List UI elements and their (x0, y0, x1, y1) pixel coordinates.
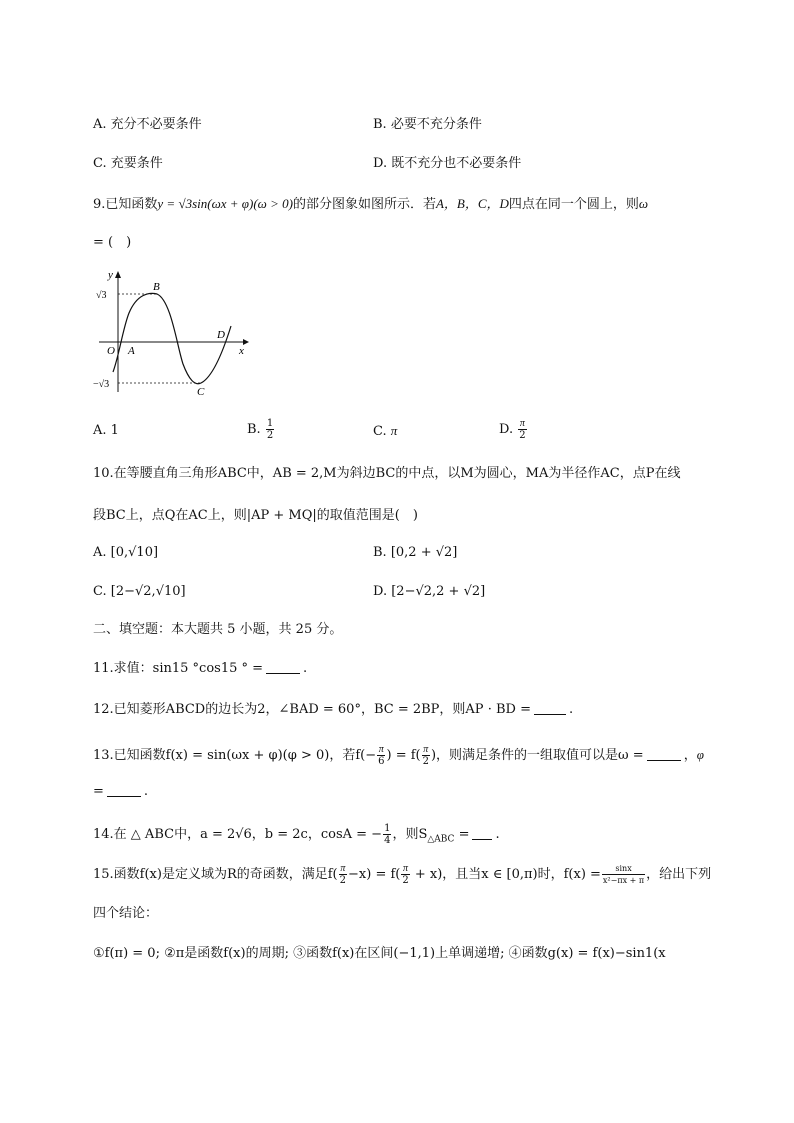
numerator: π (340, 863, 346, 874)
section-heading: 二、填空题：本大题共 5 小题，共 25 分。 (93, 622, 343, 637)
q15-text: + x)，且当x ∈ [0,π)时，f(x) = (410, 867, 601, 882)
q14-subscript: △ABC (427, 834, 455, 845)
q11-stem: 11.求值：sin15 °cos15 ° = . (93, 661, 308, 676)
q9-option-c (373, 422, 397, 441)
q13-phi: φ (696, 747, 704, 762)
denominator: 2 (519, 430, 526, 441)
q15-stem-line2: 四个结论： (93, 906, 159, 921)
option-label: C. (93, 156, 107, 171)
option-label: A. (93, 117, 107, 132)
numerator: π (423, 744, 429, 755)
q15-text: −x) = f( (348, 867, 401, 882)
q10-stem-line2: 段BC上，点Q在AC上，则|AP + MQ|的取值范围是( ) (93, 508, 418, 523)
q13-stem-line2: = . (93, 784, 149, 799)
label-sqrt3: √3 (96, 290, 107, 301)
q9-sine-graph (93, 268, 253, 398)
q9-text: 9.已知函数 (93, 197, 158, 212)
q9-text: 四点在同一个圆上，则 (508, 197, 639, 212)
q9-text: 的部分图象如图所示．若 (292, 197, 436, 212)
option-text: [0,√10] (110, 545, 159, 560)
sine-curve (113, 293, 231, 383)
option-text: 必要不充分条件 (390, 117, 482, 132)
q13-stem-line1: 13.已知函数f(x) = sin(ωx + φ)(φ > 0)，若f(− $\frac{\pi}{6}$ ) = f( $\frac{\pi}{2}$ )，则满足条件的一组取值可以是ω = ，φ (93, 744, 704, 767)
option-label: C. (93, 584, 107, 599)
q14-text: 14.在 △ ABC中，a = 2√6，b = 2c，cosA = − (93, 827, 383, 842)
x-axis-arrow (243, 339, 249, 345)
q13-text: 13.已知函数f(x) = sin(ωx + φ)(φ > 0)，若f(− (93, 748, 377, 763)
label-o: O (107, 345, 115, 357)
option-label: A. (93, 545, 107, 560)
answer-blank[interactable] (534, 702, 566, 715)
denominator: 2 (339, 875, 347, 886)
numerator: 1 (266, 418, 274, 429)
option-label: D. (499, 422, 514, 437)
fraction (518, 418, 526, 441)
q9-var: ω (638, 196, 649, 211)
q9-option-d (499, 418, 528, 441)
option-text: [0,2 + √2] (390, 545, 458, 560)
fraction (383, 823, 391, 846)
option-text: 充分不必要条件 (110, 117, 202, 132)
q8-option-b (373, 116, 482, 134)
fraction (401, 863, 409, 886)
q10-option-a (93, 544, 158, 562)
q15-stem-line1 (93, 863, 711, 886)
numerator: 1 (384, 823, 391, 834)
label-c: C (197, 386, 205, 398)
denominator: 4 (384, 835, 391, 846)
q11-text: 11.求值：sin15 °cos15 ° = (93, 661, 264, 676)
q8-option-d (373, 155, 521, 173)
numerator: π (519, 418, 525, 429)
answer-blank[interactable] (266, 661, 300, 674)
fraction (339, 863, 347, 886)
answer-blank[interactable] (647, 748, 681, 761)
denominator: 2 (402, 875, 409, 886)
option-label: B. (373, 545, 387, 560)
option-label: B. (247, 422, 261, 437)
q13-text: )，则满足条件的一组取值可以是ω = (430, 748, 644, 763)
label-neg-sqrt3: −√3 (93, 379, 110, 390)
numerator: π (378, 744, 384, 755)
q10-option-b (373, 544, 457, 562)
answer-blank[interactable] (472, 827, 492, 840)
q8-option-c (93, 155, 163, 173)
option-label: D. (373, 584, 388, 599)
q14-text: = (454, 827, 470, 842)
denominator: 2 (266, 430, 274, 441)
q15-stem-line3: ①f(π) = 0; ②π是函数f(x)的周期; ③函数f(x)在区间(−1,1)上单调递增; ④函数g(x) = f(x)−sin1(x (93, 946, 666, 961)
label-d: D (217, 329, 225, 341)
numerator: sinx (602, 863, 645, 875)
option-label: A. (93, 423, 107, 438)
q9-stem-line2 (93, 234, 131, 252)
q8-option-a (93, 116, 202, 134)
option-label: B. (373, 117, 387, 132)
q15-text: 15.函数f(x)是定义域为R的奇函数，满足f( (93, 867, 338, 882)
numerator: π (403, 863, 409, 874)
q14-text: ，则S (392, 827, 428, 842)
option-text: π (390, 423, 398, 438)
q10-stem-line1: 10.在等腰直角三角形ABC中，AB = 2,M为斜边BC的中点，以M为圆心，MA为半径作AC，点P在线 (93, 466, 681, 481)
q9-points: A，B，C，D (435, 196, 509, 211)
denominator: 6 (378, 756, 385, 767)
q15-text: ，给出下列 (646, 867, 712, 882)
option-text: 既不充分也不必要条件 (391, 156, 522, 171)
answer-blank[interactable] (107, 784, 141, 797)
label-y: y (108, 269, 113, 281)
q9-option-a (93, 422, 119, 440)
fraction (377, 744, 385, 767)
q10-option-d (373, 583, 485, 601)
option-label: D. (373, 156, 388, 171)
q9-formula: y = √3sin(ωx + φ)(ω > 0) (157, 196, 293, 211)
y-axis-arrow (115, 271, 121, 278)
label-b: B (153, 281, 160, 293)
q14-stem: 14.在 △ ABC中，a = 2√6，b = 2c，cosA = − $\frac{1}{4}$ ，则$S_{\triangle ABC}$ = . (93, 823, 500, 846)
fraction (422, 744, 430, 767)
denominator: 2 (422, 756, 429, 767)
q9-option-b (247, 418, 275, 441)
q13-text: ) = f( (386, 748, 421, 763)
q10-option-c (93, 583, 186, 601)
label-a: A (128, 345, 135, 357)
q9-stem-line1 (93, 195, 648, 214)
option-text: 充要条件 (110, 156, 163, 171)
q13-text: = (93, 784, 104, 799)
q12-stem: 12.已知菱形ABCD的边长为2，∠BAD = 60°，BC = 2BP，则AP · BD = . (93, 702, 574, 717)
label-x: x (239, 345, 244, 357)
fraction (266, 418, 274, 441)
q12-text: 12.已知菱形ABCD的边长为2，∠BAD = 60°，BC = 2BP，则AP · BD = (93, 702, 531, 717)
q9-text: = ( ) (93, 235, 132, 250)
denominator: x²−πx + π (602, 876, 645, 885)
option-text: 1 (110, 423, 119, 438)
option-text: [2−√2,√10] (110, 584, 186, 599)
option-label: C. (373, 424, 387, 439)
option-text: [2−√2,2 + √2] (391, 584, 486, 599)
fraction (602, 863, 645, 886)
